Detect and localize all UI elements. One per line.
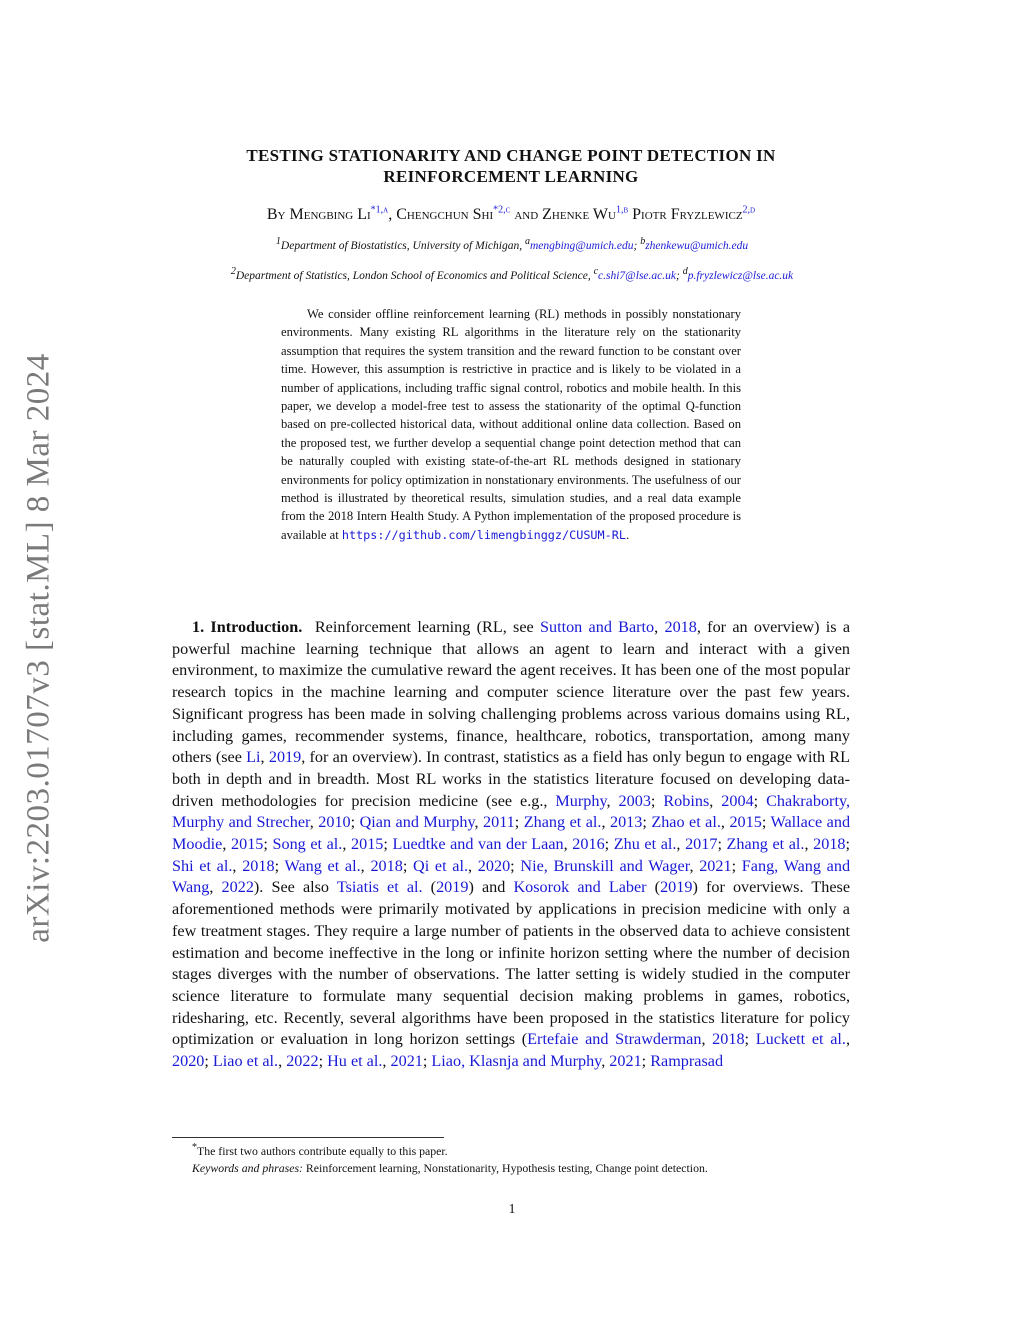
citation-year-link[interactable]: 2013 (609, 813, 643, 832)
body-text: Reinforcement learning (RL, see (314, 618, 540, 636)
citation-separator: , (709, 791, 722, 810)
citation-year-link[interactable]: 2019 (660, 878, 693, 897)
citation-link[interactable]: Luckett et al. (755, 1030, 846, 1049)
email-separator: ; (676, 270, 683, 282)
author-3: Zhenke Wu (542, 206, 616, 223)
citation-link[interactable]: Zhang et al. (523, 813, 602, 832)
citation-link[interactable]: Sutton and Barto (539, 618, 655, 636)
citation-separator: ; (350, 813, 360, 832)
affiliation-2-number: 2 (230, 266, 236, 278)
citation-separator: , (601, 813, 610, 832)
citation-separator: , (606, 791, 619, 810)
citation-year-link[interactable]: 2018 (242, 856, 275, 875)
citation-separator: , (701, 1030, 713, 1049)
introduction-paragraph (172, 617, 850, 1073)
citation-year-link[interactable]: 2020 (172, 1052, 205, 1071)
citation-year-link[interactable]: 2018 (370, 856, 403, 875)
citation-separator: ; (274, 856, 285, 875)
author-2: Chengchun Shi (396, 206, 494, 223)
citation-link[interactable]: Qian and Murphy (359, 813, 475, 832)
citation-link[interactable]: Qi et al. (413, 856, 469, 875)
citation-link[interactable]: Liao, Klasnja and Murphy (431, 1052, 602, 1071)
affiliation-2-text: Department of Statistics, London School of Economics and Political Science, (235, 270, 594, 282)
paper-title-line-2: REINFORCEMENT LEARNING (383, 167, 639, 186)
citation-separator: , (474, 813, 483, 832)
citation-link[interactable]: Li (246, 748, 261, 767)
citation-separator: ; (318, 1052, 328, 1071)
section-heading: 1. Introduction. (192, 618, 303, 636)
citation-link[interactable]: Zhang et al. (726, 835, 805, 854)
citation-link[interactable]: Ertefaie and Strawderman (527, 1030, 702, 1049)
citation-separator: , (260, 748, 269, 767)
page-number: 1 (508, 1202, 516, 1217)
citation-link[interactable]: Kosorok and Laber (513, 878, 647, 897)
citation-year-link[interactable]: 2015 (231, 835, 264, 854)
citation-year-link[interactable]: 2017 (685, 835, 718, 854)
body-text: ). See also (253, 878, 337, 897)
citation-separator: , (382, 1052, 391, 1071)
citation-year-link[interactable]: 2022 (221, 878, 254, 897)
author-4-marker[interactable]: 2,d (742, 204, 756, 216)
arxiv-identifier: arXiv:2203.01707v3 [stat.ML] 8 Mar 2024 (20, 353, 57, 943)
citation-year-link[interactable]: 2021 (609, 1052, 642, 1071)
citation-separator: , (689, 856, 700, 875)
citation-separator: ; (510, 856, 521, 875)
email-d-link[interactable]: p.fryzlewicz@lse.ac.uk (687, 270, 794, 282)
keywords-footnote (172, 1160, 850, 1176)
citation-year-link[interactable]: 2019 (268, 748, 302, 767)
citation-separator: ; (761, 813, 771, 832)
citation-year-link[interactable]: 2016 (572, 835, 605, 854)
arxiv-sidebar (10, 349, 68, 947)
citation-link[interactable]: Murphy (555, 791, 607, 810)
and-label: and (510, 206, 543, 223)
citation-separator: ; (641, 1052, 651, 1071)
citation-year-link[interactable]: 2021 (390, 1052, 423, 1071)
github-link[interactable]: https://github.com/limengbinggz/CUSUM-RL (341, 527, 626, 542)
author-1: Mengbing Li (289, 206, 371, 223)
citation-separator: ; (604, 835, 614, 854)
author-list (150, 206, 872, 224)
citation-year-link[interactable]: 2022 (286, 1052, 319, 1071)
citation-year-link[interactable]: 2018 (664, 618, 697, 636)
citation-separator: , (232, 856, 243, 875)
email-a-marker: a (524, 236, 530, 248)
citation-separator: ; (753, 791, 767, 810)
affiliation-2 (130, 266, 894, 282)
citation-link[interactable]: Ramprasad (650, 1052, 724, 1071)
email-b-marker: b (640, 236, 646, 248)
footnote-marker: * (192, 1142, 197, 1154)
citation-link[interactable]: Wang et al. (284, 856, 361, 875)
citation-year-link[interactable]: 2004 (721, 791, 754, 810)
body-text: , for an overview) is a powerful machine learning technique that allows an agent to learn and interact with a given environment, to maximize the cumulative reward the agent receives. It has been one of the most popular research topics in the machine learning and computer science literature over the past few years. Significant progress has been made in solving challenging problems across various domains using RL, including games, recommender systems, finance, healthcare, robotics, transportation, among many others (see (172, 618, 851, 767)
citation-separator: ; (263, 835, 273, 854)
citation-separator: ; (204, 1052, 213, 1071)
email-c-link[interactable]: c.shi7@lse.ac.uk (598, 270, 676, 282)
citation-link[interactable]: Hu et al. (327, 1052, 383, 1071)
citation-separator: , (804, 835, 814, 854)
paper-title-line-1: TESTING STATIONARITY AND CHANGE POINT DETECTION IN (246, 146, 776, 165)
citation-separator: ( (422, 878, 437, 897)
citation-link[interactable]: Song et al. (272, 835, 343, 854)
email-c-marker: c (593, 266, 599, 278)
citation-separator: , (720, 813, 730, 832)
citation-separator: ; (731, 856, 742, 875)
citation-year-link[interactable]: 2003 (618, 791, 651, 810)
author-2-marker[interactable]: *2,c (493, 204, 511, 216)
keywords-label: Keywords and phrases: (192, 1161, 303, 1175)
abstract-paragraph (281, 305, 741, 544)
citation-link[interactable]: Robins (663, 791, 710, 810)
abstract-end: . (625, 527, 630, 542)
citation-separator: ; (650, 791, 664, 810)
author-separator: , (388, 206, 397, 223)
introduction-section (172, 617, 850, 1073)
citation-separator: , (222, 835, 231, 854)
author-4: Piotr Fryzlewicz (632, 206, 743, 223)
citation-separator: , (845, 1030, 850, 1049)
citation-year-link[interactable]: 2021 (699, 856, 732, 875)
body-text: ) for overviews. These aforementioned methods were primarily motivated by applications in precision medicine with only a few treatment stages. They require a large number of patients in the observed data to achieve consistent estimation and become ineffective in the long or infinite horizon setting where the number of decision stages diverges with the number of observations. The latter setting is widely studied in the computer science literature to formulate many sequential decision making problems in games, robotics, ridesharing, etc. Recently, several algorithms have been proposed in the statistics literature for policy optimization or evaluation in long horizon settings ( (172, 878, 851, 1049)
citation-year-link[interactable]: 2010 (318, 813, 351, 832)
email-b-link[interactable]: zhenkewu@umich.edu (645, 240, 749, 252)
citation-year-link[interactable]: 2020 (477, 856, 511, 875)
citation-separator: ; (642, 813, 652, 832)
citation-separator: ; (383, 835, 393, 854)
citation-year-link[interactable]: 2018 (712, 1030, 745, 1049)
citation-separator: ; (744, 1030, 756, 1049)
affiliation-1-number: 1 (275, 236, 281, 248)
citation-year-link[interactable]: 2015 (729, 813, 762, 832)
abstract (281, 305, 741, 544)
abstract-text: We consider offline reinforcement learning (RL) methods in possibly nonstationary environments. Many existing RL algorithms in the literature rely on the stationarity assumption that requires the system transition and the reward function to be constant over time. However, this assumption is restrictive in practice and is likely to be violated in a number of applications, including traffic signal control, robotics and mobile health. In this paper, we develop a model-free test to assess the stationarity of the optimal Q-function based on pre-collected historical data, without additional online data collection. Based on the proposed test, we further develop a sequential change point detection method that can be naturally coupled with existing state-of-the-art RL methods designed in stationary environments for policy optimization in nonstationary environments. The usefulness of our method is illustrated by theoretical results, simulation studies, and a real data example from the 2018 Intern Health Study. A Python implementation of the proposed procedure is available at (281, 307, 741, 542)
citation-separator: , (209, 878, 222, 897)
footnote-text: The first two authors contribute equally to this paper. (197, 1144, 448, 1158)
citation-year-link[interactable]: 2015 (351, 835, 384, 854)
affiliation-1-text: Department of Biostatistics, University of Michigan, (280, 240, 525, 252)
footnote-equal-contribution (172, 1143, 850, 1159)
citation-separator: , (654, 618, 665, 636)
citation-year-link[interactable]: 2019 (436, 878, 469, 897)
citation-link[interactable]: Zhao et al. (651, 813, 721, 832)
citation-link[interactable]: Fang, Wang and Wang (172, 856, 851, 897)
citation-separator: ; (514, 813, 524, 832)
citation-link[interactable]: Tsiatis et al. (336, 878, 423, 897)
citation-separator: , (601, 1052, 610, 1071)
citation-separator: , (278, 1052, 287, 1071)
email-d-marker: d (682, 266, 688, 278)
body-text: , for an overview). In contrast, statistics as a field has only begun to engage with RL both in depth and in breadth. Most RL works in the statistics literature focused on developing data-driven methodologies for precision medicine (see e.g., (172, 748, 850, 810)
citation-separator: ; (402, 856, 414, 875)
citation-separator: , (342, 835, 351, 854)
footnote-rule (172, 1137, 444, 1138)
citation-separator: , (468, 856, 478, 875)
citation-link[interactable]: Shi et al. (172, 856, 233, 875)
author-1-marker[interactable]: *1,a (370, 204, 389, 216)
email-a-link[interactable]: mengbing@umich.edu (529, 240, 634, 252)
citation-link[interactable]: Nie, Brunskill and Wager (520, 856, 690, 875)
citation-separator: ( (646, 878, 661, 897)
citation-link[interactable]: Zhu et al. (613, 835, 677, 854)
citation-separator: ; (717, 835, 727, 854)
citation-link[interactable]: Chakraborty, Murphy and Strecher (172, 791, 851, 832)
by-label: By (266, 206, 290, 223)
affiliation-1 (130, 236, 894, 252)
citation-separator: , (563, 835, 573, 854)
citation-separator: , (309, 813, 319, 832)
citation-separator: , (360, 856, 371, 875)
keywords-text: Reinforcement learning, Nonstationarity, Hypothesis testing, Change point detection. (302, 1161, 708, 1175)
citation-link[interactable]: Wallace and Moodie (172, 813, 851, 854)
citation-year-link[interactable]: 2011 (483, 813, 515, 832)
citation-separator: ; (845, 835, 850, 854)
citation-separator: , (676, 835, 686, 854)
body-text: ) and (468, 878, 514, 897)
author-3-marker[interactable]: 1,b (615, 204, 629, 216)
citation-link[interactable]: Luedtke and van der Laan (392, 835, 564, 854)
citation-year-link[interactable]: 2018 (813, 835, 846, 854)
citation-link[interactable]: Liao et al. (212, 1052, 279, 1071)
email-separator: ; (633, 240, 641, 252)
citation-separator: ; (422, 1052, 432, 1071)
